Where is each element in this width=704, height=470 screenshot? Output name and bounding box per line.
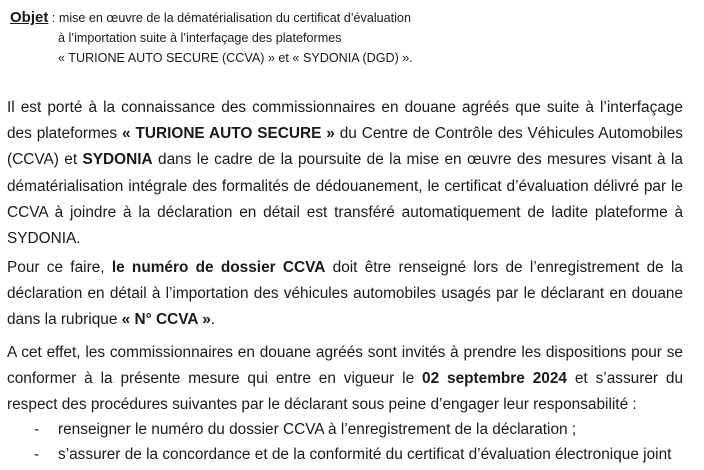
sydonia-bold: SYDONIA [82,151,153,169]
effective-date-bold: 02 septembre 2024 [422,370,567,388]
subject-text-line-2: à l’importation suite à l’interfaçage des plateformes [58,31,342,45]
paragraph-procedure [7,255,683,334]
subject-text-line-1: : mise en œuvre de la dématérialisation du certificat d’évaluation [48,11,411,25]
procedure-list [34,418,684,467]
paragraph-effective-date [7,340,683,419]
dash-bullet: - [34,445,40,463]
platform-name-bold: « TURIONE AUTO SECURE » [122,125,335,143]
paragraph-2-text-c: . [210,311,216,329]
list-item [34,443,684,468]
paragraph-2-text-a: Pour ce faire, [7,259,112,276]
list-item-text: s’assurer de la concordance et de la conformité du certificat d’évaluation électronique joint [58,445,672,463]
paragraph-1-text-a: Il est porté à la connaissance des commissionnaires en douane agréés que suite à l’interfaçage des plateformes [7,99,683,143]
paragraph-3-text-a: A cet effet, les commissionnaires en douane agréés sont invités à prendre les dispositions pour se conformer à la présente mesure qui entre en vigueur le [7,344,683,388]
list-item [34,418,684,443]
subject-line [10,8,411,28]
paragraph-3-text-b: et s’assurer du respect des procédures suivantes par le déclarant sous peine d’engager leur responsabilité : [7,370,684,414]
list-item-text: renseigner le numéro du dossier CCVA à l’enregistrement de la déclaration ; [58,421,577,438]
subject-text-line-3: « TURIONE AUTO SECURE (CCVA) » et « SYDONIA (DGD) ». [58,51,413,65]
subject-label: Objet [10,9,49,26]
paragraph-1-text-c: dans le cadre de la poursuite de la mise en œuvre des mesures visant à la dématérialisation intégrale des formalités de dédouanement, le certificat d’évaluation délivré par le CCVA à joindre à la déclaration en détail est transféré automatiquement de ladite plateforme à SYDONIA. [7,151,683,248]
dossier-number-bold: le numéro de dossier CCVA [111,259,326,276]
field-name-bold: « N° CCVA » [121,311,211,329]
paragraph-1-text-b: du Centre de Contrôle des Véhicules Automobiles (CCVA) et [7,125,683,169]
dash-bullet: - [34,421,40,438]
paragraph-2-text-b: doit être renseigné lors de l’enregistrement de la déclaration en détail à l’importation des véhicules automobiles usagés par le déclarant en douane dans la rubrique [7,259,683,329]
paragraph-interfacing [7,95,683,252]
